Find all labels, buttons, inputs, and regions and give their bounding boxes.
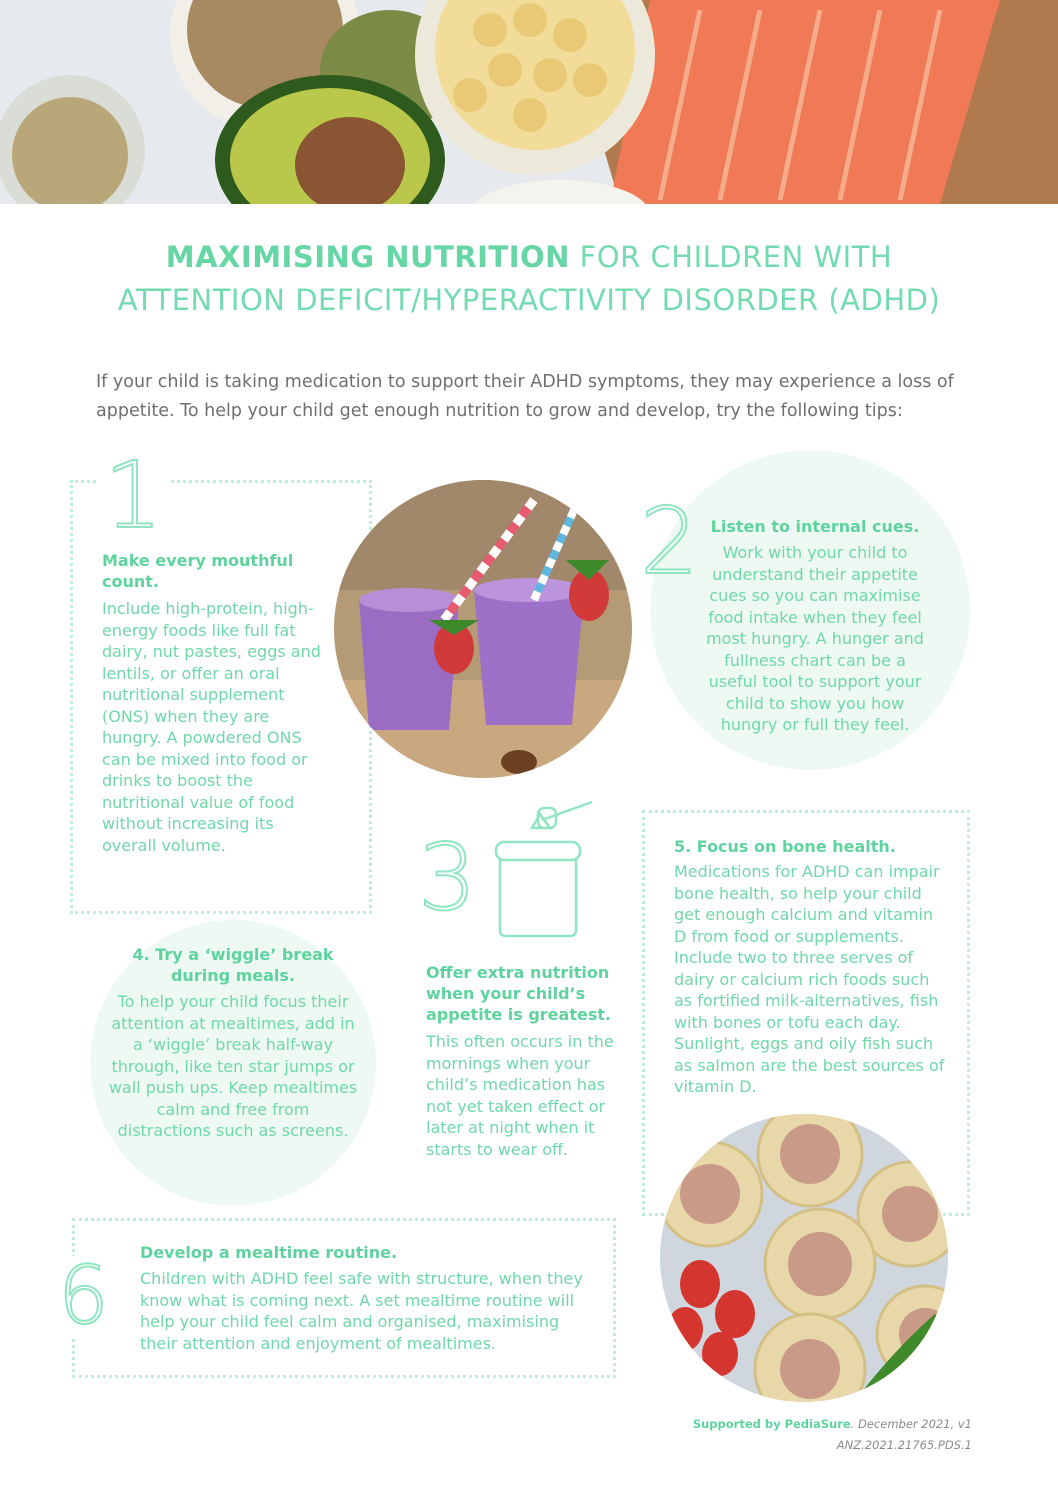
tip-3-heading: Offer extra nutrition when your child’s appetite is greatest. bbox=[426, 963, 612, 1024]
tip-1-number: 1 bbox=[98, 450, 169, 542]
formula-tin-icon bbox=[492, 798, 604, 938]
intro-text: If your child is taking medication to support their ADHD symptoms, they may experience a loss of appetite. To help your child get enough nutrition to grow and develop, try the following tips: bbox=[96, 372, 954, 421]
tip-2-heading: Listen to internal cues. bbox=[710, 517, 920, 536]
hero-food-photo bbox=[0, 0, 1058, 204]
tip-1-heading: Make every mouthful count. bbox=[102, 551, 294, 591]
tip-3-body: This often occurs in the mornings when your child’s medication has not yet taken effect or later at night when it starts to wear off. bbox=[426, 1032, 614, 1159]
tip-2-body: Work with your child to understand their appetite cues so you can maximise food intake when they feel most hungry. A hunger and fullness chart can be a useful tool to support your child to show you how hungry or full they feel. bbox=[706, 543, 924, 734]
tip-6-heading: Develop a mealtime routine. bbox=[140, 1243, 398, 1262]
title-line2: ATTENTION DEFICIT/HYPERACTIVITY DISORDER (ADHD) bbox=[117, 283, 941, 317]
footer-supported: Supported by PediaSure bbox=[692, 1417, 851, 1431]
title-bold: MAXIMISING NUTRITION bbox=[165, 240, 570, 274]
smoothie-photo bbox=[334, 480, 632, 778]
tip-3-number: 3 bbox=[418, 824, 477, 931]
tip-6-body: Children with ADHD feel safe with structure, when they know what is coming next. A set mealtime routine will help your child feel calm and organised, maximising their attention and enjoyment of mealtimes. bbox=[140, 1269, 583, 1353]
tip-4-heading: 4. Try a ‘wiggle’ break during meals. bbox=[132, 945, 334, 985]
tip-5-body: Medications for ADHD can impair bone health, so help your child get enough calcium and vitamin D from food or supplements. Include two to three serves of dairy or calcium rich foods such as fortified milk-alternatives, fish with bones or tofu each day. Sunlight, eggs and oily fish such as salmon are the best sources of vitamin D. bbox=[674, 862, 945, 1096]
tip-1-body: Include high-protein, high-energy foods like full fat dairy, nut pastes, eggs and lentils, or offer an oral nutritional supplement (ONS) when they are hungry. A powdered ONS can be mixed into food or drinks to boost the nutritional value of food without increasing its overall volume. bbox=[102, 599, 321, 855]
tip-5-heading: 5. Focus on bone health. bbox=[674, 837, 896, 856]
page-title bbox=[40, 236, 1018, 322]
tip-2-number: 2 bbox=[640, 488, 699, 595]
footer-date: . December 2021, v1 bbox=[850, 1417, 972, 1431]
title-line1: FOR CHILDREN WITH bbox=[569, 240, 893, 274]
footer bbox=[693, 1414, 972, 1456]
tip-4-body: To help your child focus their attention at mealtimes, add in a ‘wiggle’ break half-way through, like ten star jumps or wall push ups. Keep mealtimes calm and free from distractions such as screens. bbox=[108, 992, 358, 1140]
tip-6-number: 6 bbox=[58, 1249, 109, 1342]
crackers-photo bbox=[660, 1114, 948, 1402]
footer-code: ANZ.2021.21765.PDS.1 bbox=[836, 1438, 972, 1452]
